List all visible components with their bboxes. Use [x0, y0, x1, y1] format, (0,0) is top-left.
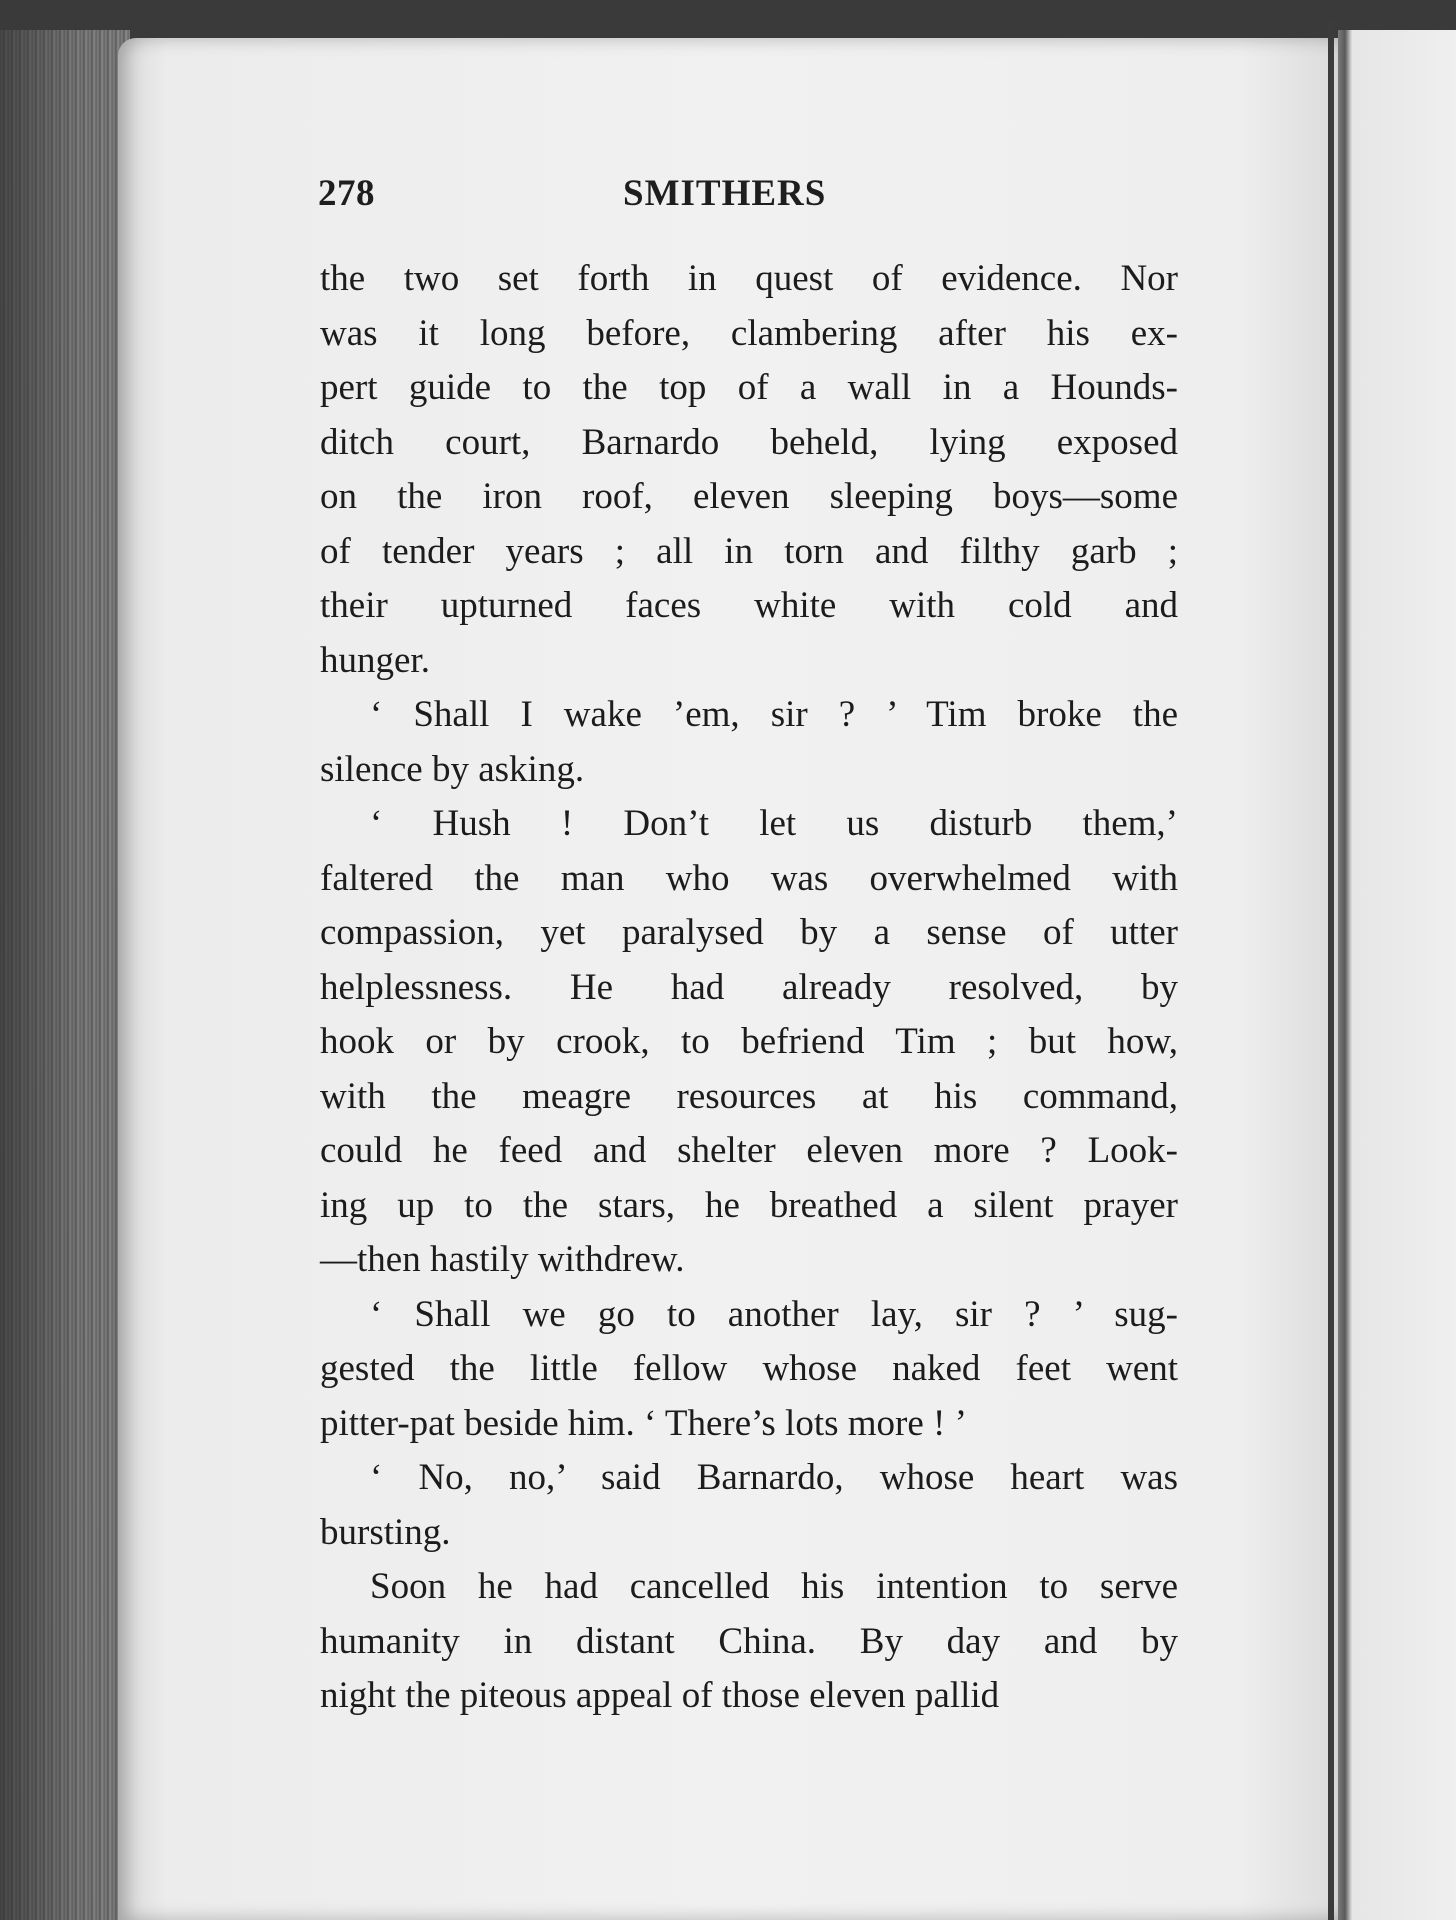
paragraph — [320, 252, 1178, 688]
page-edges — [0, 30, 130, 1920]
text-line: ‘ Shall we go to another lay, sir ? ’ sug- — [370, 1293, 1178, 1335]
text-line: compassion, yet paralysed by a sense of utter — [320, 912, 1178, 953]
text-line: helplessness. He had already resolved, by — [320, 966, 1178, 1008]
text-line: ditch court, Barnardo beheld, lying exposed — [320, 421, 1178, 463]
text-line: ‘ Shall I wake ’em, sir ? ’ Tim broke the — [370, 694, 1178, 735]
paragraph — [320, 1288, 1178, 1452]
paragraph — [320, 797, 1178, 1288]
paragraph — [320, 1451, 1178, 1560]
text-line: gested the little fellow whose naked feet went — [320, 1348, 1178, 1389]
text-line: faltered the man who was overwhelmed with — [320, 857, 1178, 899]
page-header — [318, 172, 1178, 222]
text-line: humanity in distant China. By day and by — [320, 1620, 1178, 1662]
text-line: ing up to the stars, he breathed a silent prayer — [320, 1184, 1178, 1226]
text-line: could he feed and shelter eleven more ? Look- — [320, 1130, 1178, 1171]
text-line: with the meagre resources at his command, — [320, 1075, 1178, 1117]
body-text — [320, 252, 1178, 1724]
text-line: night the piteous appeal of those eleven pallid — [320, 1675, 1000, 1716]
text-line: bursting. — [320, 1511, 451, 1553]
text-line: —then hastily withdrew. — [320, 1239, 685, 1280]
paragraph — [320, 1560, 1178, 1724]
page-number: 278 — [318, 173, 375, 214]
text-line: of tender years ; all in torn and filthy garb ; — [320, 530, 1178, 572]
text-line: pitter-pat beside him. ‘ There’s lots more ! ’ — [320, 1402, 967, 1444]
text-line: their upturned faces white with cold and — [320, 585, 1178, 626]
paragraph — [320, 688, 1178, 797]
text-line: hook or by crook, to befriend Tim ; but how, — [320, 1021, 1178, 1062]
text-line: silence by asking. — [320, 748, 585, 790]
facing-page-edge — [1338, 30, 1456, 1920]
text-line: hunger. — [320, 639, 430, 681]
page-gutter — [1328, 20, 1334, 1920]
text-line: was it long before, clambering after his ex- — [320, 312, 1178, 354]
text-line: on the iron roof, eleven sleeping boys—some — [320, 476, 1178, 517]
text-line: Soon he had cancelled his intention to serve — [370, 1566, 1178, 1607]
text-line: pert guide to the top of a wall in a Hounds- — [320, 367, 1178, 408]
text-line: the two set forth in quest of evidence. Nor — [320, 258, 1178, 299]
running-head: SMITHERS — [623, 173, 827, 214]
text-line: ‘ Hush ! Don’t let us disturb them,’ — [370, 803, 1178, 844]
text-line: ‘ No, no,’ said Barnardo, whose heart was — [370, 1457, 1178, 1498]
